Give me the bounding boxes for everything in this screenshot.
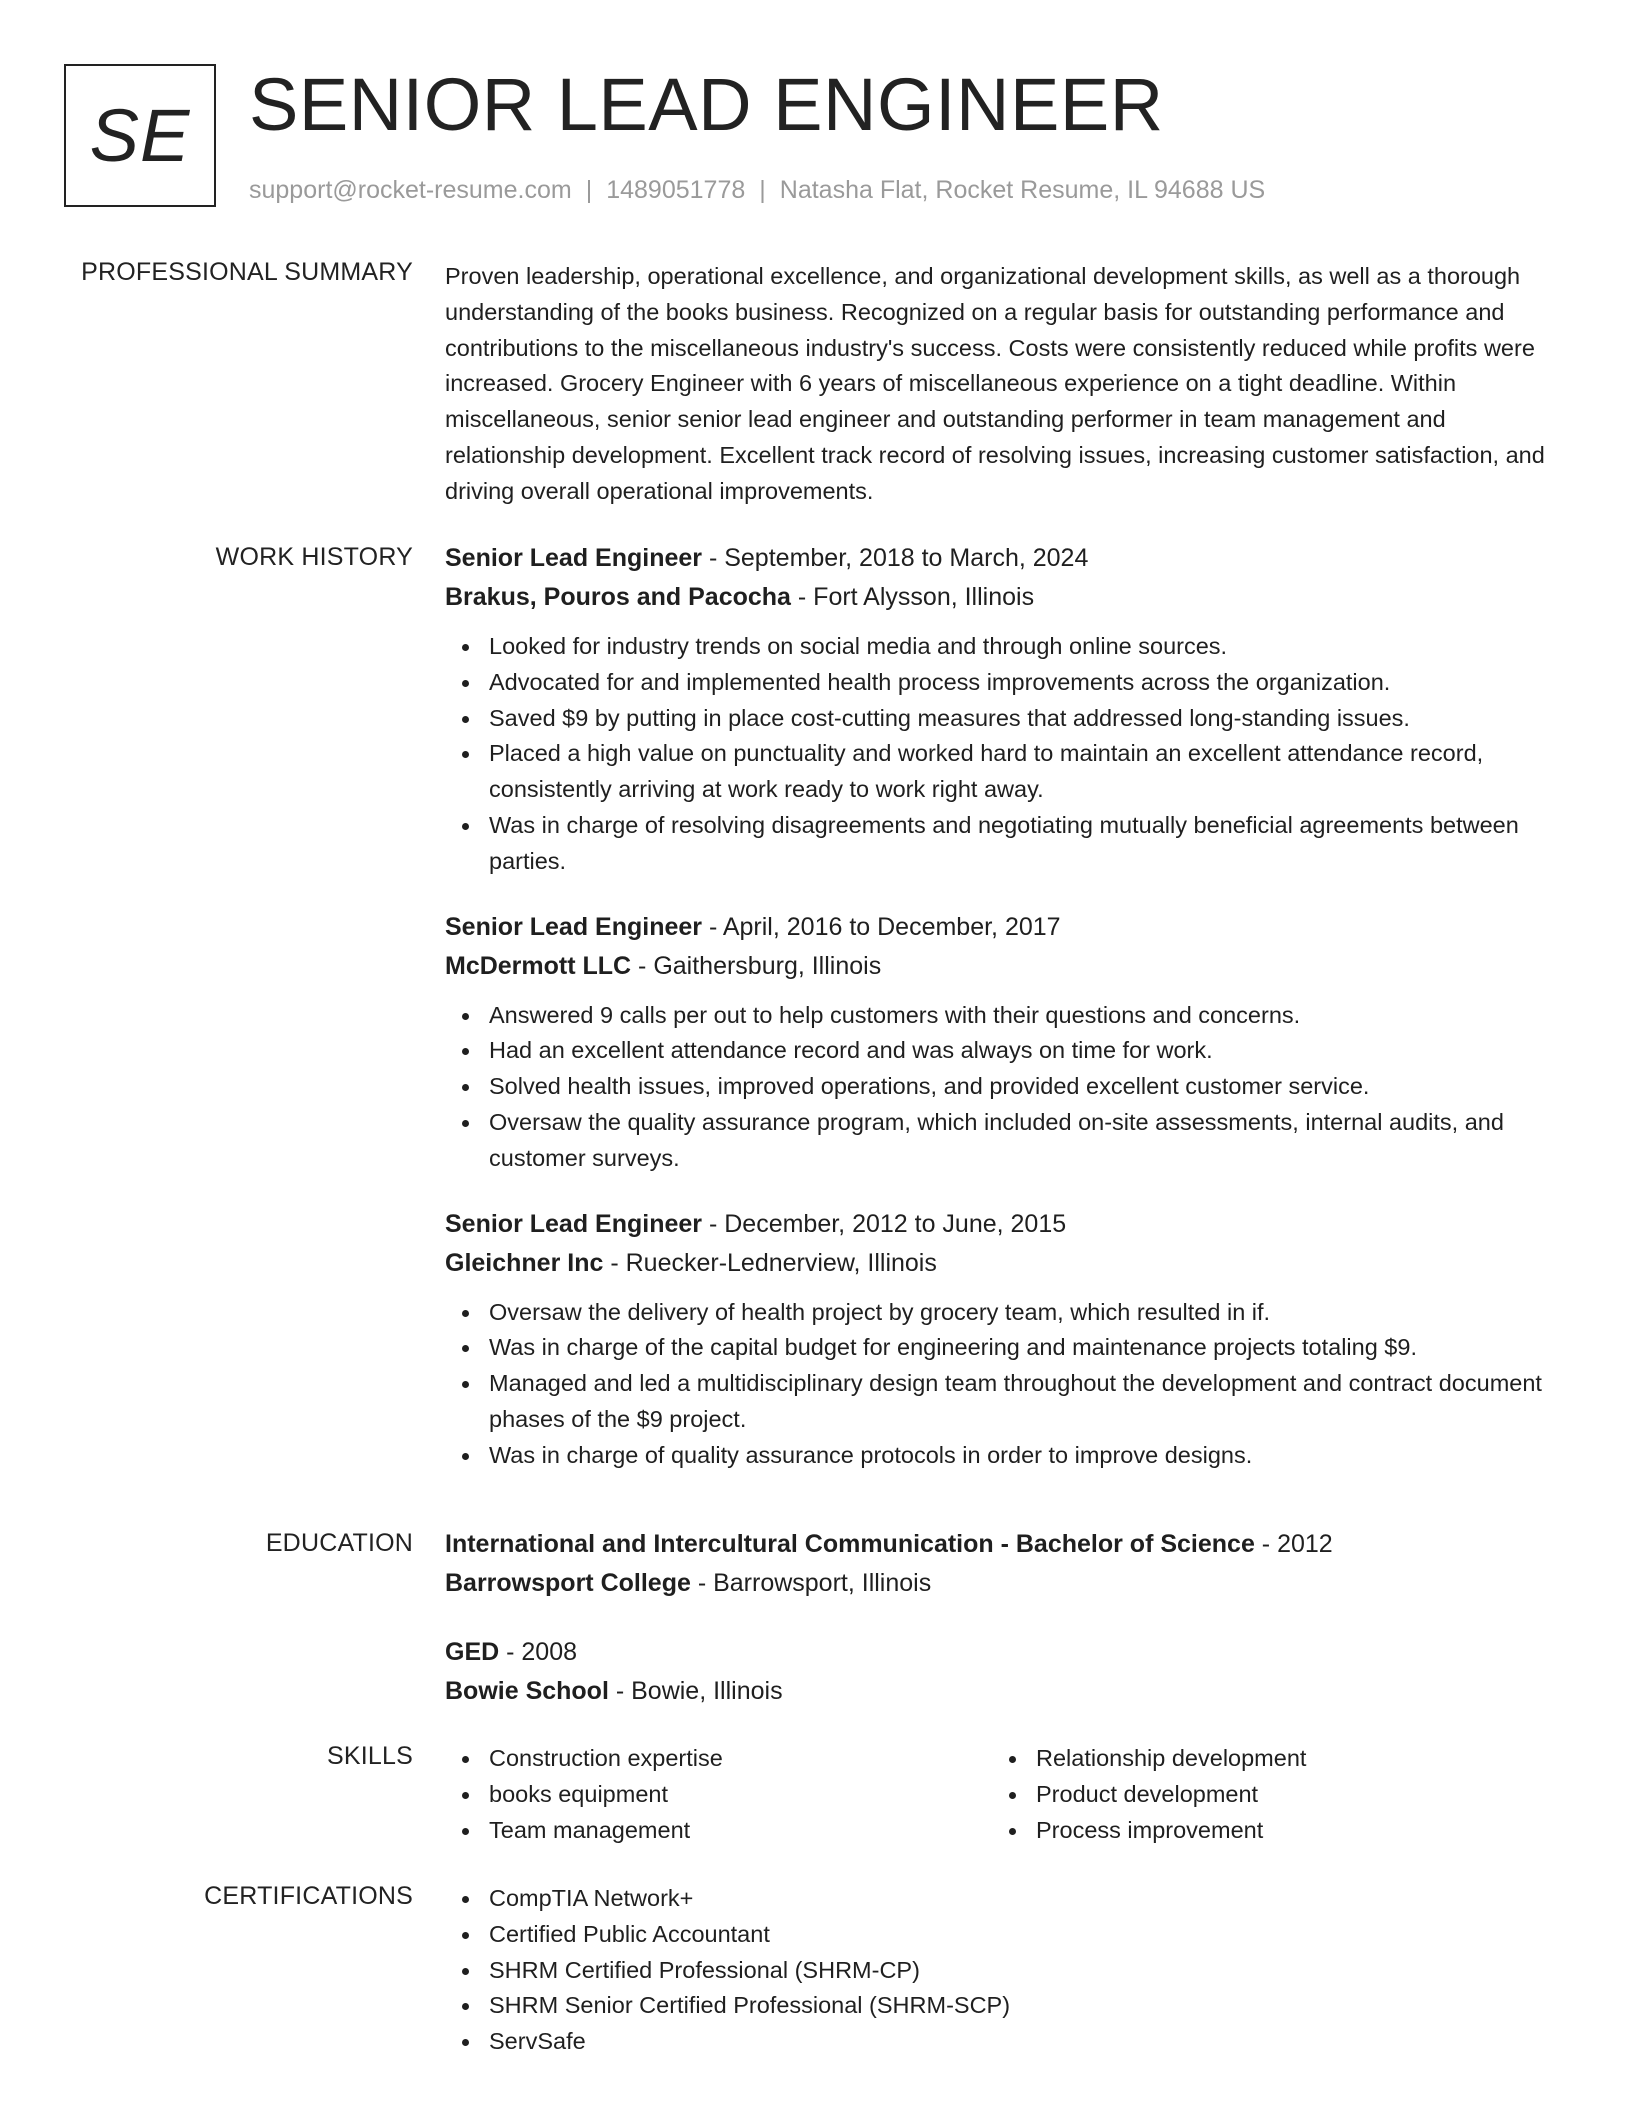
monogram-initials: SE: [89, 94, 191, 177]
education-location: - Barrowsport, Illinois: [690, 1569, 932, 1597]
job-company-line: [445, 947, 1560, 986]
resume-header: [64, 64, 1584, 214]
education-year: - 2012: [1254, 1530, 1333, 1558]
contact-address: Natasha Flat, Rocket Resume, IL 94688 US: [779, 176, 1266, 204]
job-bullet: Oversaw the quality assurance program, which included on-site assessments, internal audits, and customer surveys.: [445, 1105, 1560, 1177]
work-history-body: [445, 539, 1560, 1502]
job-bullet: Was in charge of resolving disagreements and negotiating mutually beneficial agreements between parties.: [445, 808, 1560, 880]
job-company: Brakus, Pouros and Pacocha: [445, 583, 791, 611]
job-bullet: Advocated for and implemented health process improvements across the organization.: [445, 665, 1560, 701]
job-dates: - April, 2016 to December, 2017: [702, 912, 1061, 941]
skills-list-left: [445, 1741, 992, 1848]
job-title: Senior Lead Engineer: [445, 912, 703, 941]
job-location: - Fort Alysson, Illinois: [790, 583, 1035, 611]
section-label-work-history: WORK HISTORY: [215, 543, 413, 571]
job-bullet: Was in charge of the capital budget for engineering and maintenance projects totaling $9.: [445, 1330, 1560, 1366]
skill-item: Relationship development: [992, 1741, 1539, 1777]
summary-text: Proven leadership, operational excellence, and organizational development skills, as well as a thorough understanding of the books business. Recognized on a regular basis for outstanding performance and contributions to the miscellaneous industry's success. Costs were consistently reduced while profits were increased. Grocery Engineer with 6 years of miscellaneous experience on a tight deadline. Within miscellaneous, senior senior lead engineer and outstanding performer in team management and relationship development. Excellent track record of resolving issues, increasing customer satisfaction, and driving overall operational improvements.: [445, 263, 1545, 504]
certification-item: SHRM Certified Professional (SHRM-CP): [445, 1953, 1560, 1989]
education-school-line: [445, 1672, 1560, 1711]
skill-item: Product development: [992, 1777, 1539, 1813]
education-school-line: [445, 1564, 1560, 1603]
education-degree-line: [445, 1525, 1560, 1564]
contact-separator: |: [585, 176, 593, 204]
certifications-list: [445, 1881, 1560, 2060]
monogram-box: [64, 64, 216, 207]
job-location: - Ruecker-Lednerview, Illinois: [603, 1248, 937, 1277]
job-bullet-list: [445, 629, 1560, 880]
section-label-certifications: CERTIFICATIONS: [204, 1882, 413, 1910]
contact-phone: 1489051778: [606, 176, 746, 204]
skills-list-right: [992, 1741, 1539, 1848]
skill-item: Team management: [445, 1813, 992, 1849]
contact-line: [249, 176, 1265, 205]
job-entry: [445, 908, 1560, 1177]
skills-body: [445, 1741, 1560, 1848]
certifications-body: [445, 1881, 1560, 2060]
job-bullet-list: [445, 1295, 1560, 1474]
job-dates: - December, 2012 to June, 2015: [702, 1209, 1067, 1238]
skill-item: Process improvement: [992, 1813, 1539, 1849]
education-school: Barrowsport College: [445, 1569, 691, 1597]
section-label-education: EDUCATION: [265, 1529, 413, 1557]
job-bullet: Looked for industry trends on social media and through online sources.: [445, 629, 1560, 665]
job-bullet: Oversaw the delivery of health project by grocery team, which resulted in if.: [445, 1295, 1560, 1331]
section-label-summary: PROFESSIONAL SUMMARY: [81, 258, 413, 286]
job-bullet: Solved health issues, improved operations, and provided excellent customer service.: [445, 1069, 1560, 1105]
job-company: Gleichner Inc: [445, 1248, 604, 1277]
job-title-line: [445, 1205, 1560, 1244]
job-title: Senior Lead Engineer: [445, 544, 703, 572]
job-title: Senior Lead Engineer: [445, 1209, 703, 1238]
education-school: Bowie School: [445, 1677, 609, 1705]
job-company-line: [445, 578, 1560, 617]
job-bullet: Was in charge of quality assurance protocols in order to improve designs.: [445, 1438, 1560, 1474]
job-entry: [445, 1205, 1560, 1474]
job-bullet: Answered 9 calls per out to help customers with their questions and concerns.: [445, 998, 1560, 1034]
certification-item: SHRM Senior Certified Professional (SHRM-SCP): [445, 1988, 1560, 2024]
job-entry: [445, 539, 1560, 880]
job-bullet: Placed a high value on punctuality and worked hard to maintain an excellent attendance record, consistently arriving at work ready to work right away.: [445, 736, 1560, 808]
job-bullet: Managed and led a multidisciplinary design team throughout the development and contract document phases of the $9 project.: [445, 1366, 1560, 1438]
education-entry: [445, 1633, 1560, 1711]
education-year: - 2008: [499, 1638, 578, 1666]
education-body: [445, 1525, 1560, 1741]
job-bullet: Had an excellent attendance record and was always on time for work.: [445, 1033, 1560, 1069]
job-company-line: [445, 1244, 1560, 1283]
certification-item: Certified Public Accountant: [445, 1917, 1560, 1953]
certification-item: CompTIA Network+: [445, 1881, 1560, 1917]
job-title-line: [445, 539, 1560, 578]
job-company: McDermott LLC: [445, 951, 632, 980]
education-degree: International and Intercultural Communication - Bachelor of Science: [445, 1530, 1255, 1558]
education-degree: GED: [445, 1638, 500, 1666]
section-label-skills: SKILLS: [327, 1742, 413, 1770]
contact-separator: |: [759, 176, 766, 204]
contact-email: support@rocket-resume.com: [249, 176, 572, 204]
skill-item: Construction expertise: [445, 1741, 992, 1777]
resume-title: SENIOR LEAD ENGINEER: [249, 63, 1164, 146]
job-dates: - September, 2018 to March, 2024: [702, 544, 1089, 572]
job-bullet-list: [445, 998, 1560, 1177]
certification-item: ServSafe: [445, 2024, 1560, 2060]
job-location: - Gaithersburg, Illinois: [631, 951, 882, 980]
education-entry: [445, 1525, 1560, 1603]
education-location: - Bowie, Illinois: [608, 1677, 783, 1705]
job-title-line: [445, 908, 1560, 947]
job-bullet: Saved $9 by putting in place cost-cutting measures that addressed long-standing issues.: [445, 701, 1560, 737]
education-degree-line: [445, 1633, 1560, 1672]
skill-item: books equipment: [445, 1777, 992, 1813]
